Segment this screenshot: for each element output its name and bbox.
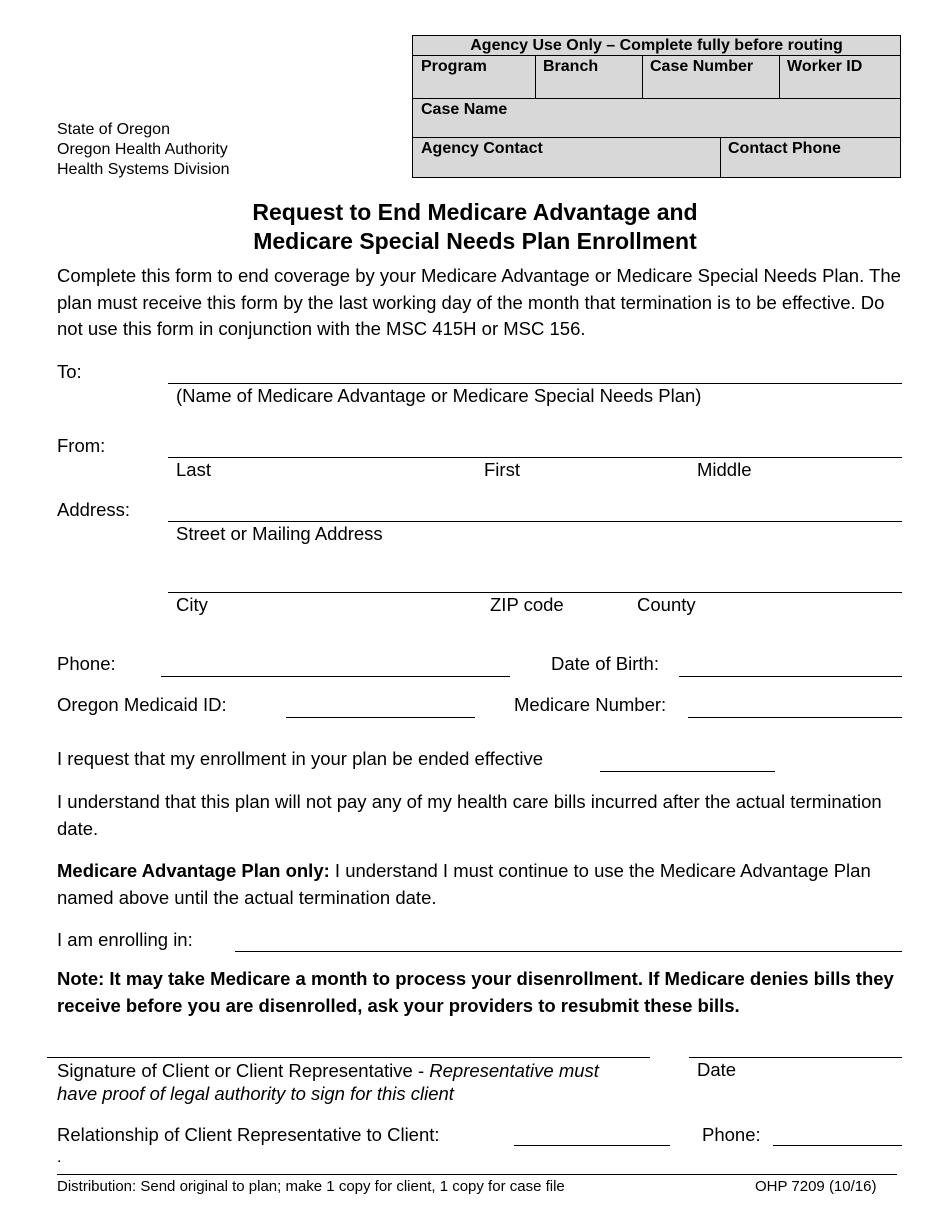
enrolling-input-line[interactable] bbox=[235, 951, 902, 952]
issuer-state: State of Oregon bbox=[57, 121, 170, 138]
agency-use-box bbox=[412, 35, 901, 178]
city-sublabel: City bbox=[176, 594, 208, 615]
phone-input-line[interactable] bbox=[161, 676, 510, 677]
branch-field[interactable]: Branch bbox=[543, 58, 599, 75]
signature-label-italic: Representative must have proof of legal authority to sign for this client bbox=[57, 1060, 599, 1104]
date-input-line[interactable] bbox=[689, 1057, 902, 1058]
street-sublabel: Street or Mailing Address bbox=[176, 523, 383, 544]
stray-dot: . bbox=[57, 1149, 62, 1166]
last-sublabel: Last bbox=[176, 459, 211, 480]
middle-sublabel: Middle bbox=[697, 459, 752, 480]
title-line-2: Medicare Special Needs Plan Enrollment bbox=[253, 228, 697, 254]
from-label: From: bbox=[57, 435, 106, 456]
signature-input-line[interactable] bbox=[47, 1057, 650, 1058]
city-input-line[interactable] bbox=[168, 592, 902, 593]
dob-input-line[interactable] bbox=[679, 676, 902, 677]
medicare-number-label: Medicare Number: bbox=[514, 694, 667, 715]
medicaid-id-input-line[interactable] bbox=[286, 717, 475, 718]
to-label: To: bbox=[57, 361, 82, 382]
agency-header: Agency Use Only – Complete fully before routing bbox=[470, 37, 843, 54]
relationship-label: Relationship of Client Representative to Client: bbox=[57, 1124, 440, 1145]
to-sublabel: (Name of Medicare Advantage or Medicare Special Needs Plan) bbox=[176, 385, 702, 406]
phone-label: Phone: bbox=[57, 653, 116, 674]
program-field[interactable]: Program bbox=[421, 58, 487, 75]
zip-sublabel: ZIP code bbox=[490, 594, 564, 615]
from-input-line[interactable] bbox=[168, 457, 902, 458]
intro-paragraph: Complete this form to end coverage by your Medicare Advantage or Medicare Special Needs Plan. The plan must receive this form by the last working day of the month that termination is to be effective. Do not use this form in conjunction with the MSC 415H or MSC 156. bbox=[57, 265, 901, 339]
ma-statement bbox=[57, 858, 907, 911]
ma-statement-bold: Medicare Advantage Plan only: bbox=[57, 860, 330, 881]
agency-contact-field[interactable]: Agency Contact bbox=[421, 140, 543, 157]
issuer-authority: Oregon Health Authority bbox=[57, 141, 228, 158]
address-label: Address: bbox=[57, 499, 131, 520]
form-id: OHP 7209 (10/16) bbox=[755, 1178, 877, 1195]
case-number-field[interactable]: Case Number bbox=[650, 58, 754, 75]
ma-statement-rest: I understand I must continue to use the Medicare Advantage Plan named above until the actual termination date. bbox=[57, 860, 871, 908]
case-name-field[interactable]: Case Name bbox=[421, 101, 508, 118]
effective-date-input-line[interactable] bbox=[600, 771, 775, 772]
issuer-division: Health Systems Division bbox=[57, 161, 230, 178]
distribution-note: Distribution: Send original to plan; make 1 copy for client, 1 copy for case file bbox=[57, 1178, 565, 1195]
relationship-input-line[interactable] bbox=[514, 1145, 670, 1146]
title-line-1: Request to End Medicare Advantage and bbox=[252, 199, 698, 225]
understand-statement: I understand that this plan will not pay any of my health care bills incurred after the actual termination date. bbox=[57, 791, 882, 839]
enrolling-label: I am enrolling in: bbox=[57, 929, 193, 950]
rep-phone-label: Phone: bbox=[702, 1124, 761, 1145]
medicaid-id-label: Oregon Medicaid ID: bbox=[57, 694, 227, 715]
first-sublabel: First bbox=[484, 459, 520, 480]
dob-label: Date of Birth: bbox=[551, 653, 659, 674]
page-title bbox=[0, 198, 950, 256]
county-sublabel: County bbox=[637, 594, 696, 615]
issuer-block bbox=[57, 120, 230, 180]
to-input-line[interactable] bbox=[168, 383, 902, 384]
note-statement: Note: It may take Medicare a month to process your disenrollment. If Medicare denies bills they receive before you are disenrolled, ask your providers to resubmit these bills. bbox=[57, 968, 894, 1016]
signature-label bbox=[57, 1059, 617, 1105]
date-label: Date bbox=[697, 1059, 737, 1080]
rep-phone-input-line[interactable] bbox=[773, 1145, 902, 1146]
street-input-line[interactable] bbox=[168, 521, 902, 522]
contact-phone-field[interactable]: Contact Phone bbox=[728, 140, 841, 157]
footer-divider bbox=[57, 1174, 897, 1175]
worker-id-field[interactable]: Worker ID bbox=[787, 58, 863, 75]
signature-label-text: Signature of Client or Client Representative - bbox=[57, 1060, 430, 1081]
request-statement: I request that my enrollment in your plan be ended effective bbox=[57, 748, 544, 769]
medicare-number-input-line[interactable] bbox=[688, 717, 902, 718]
